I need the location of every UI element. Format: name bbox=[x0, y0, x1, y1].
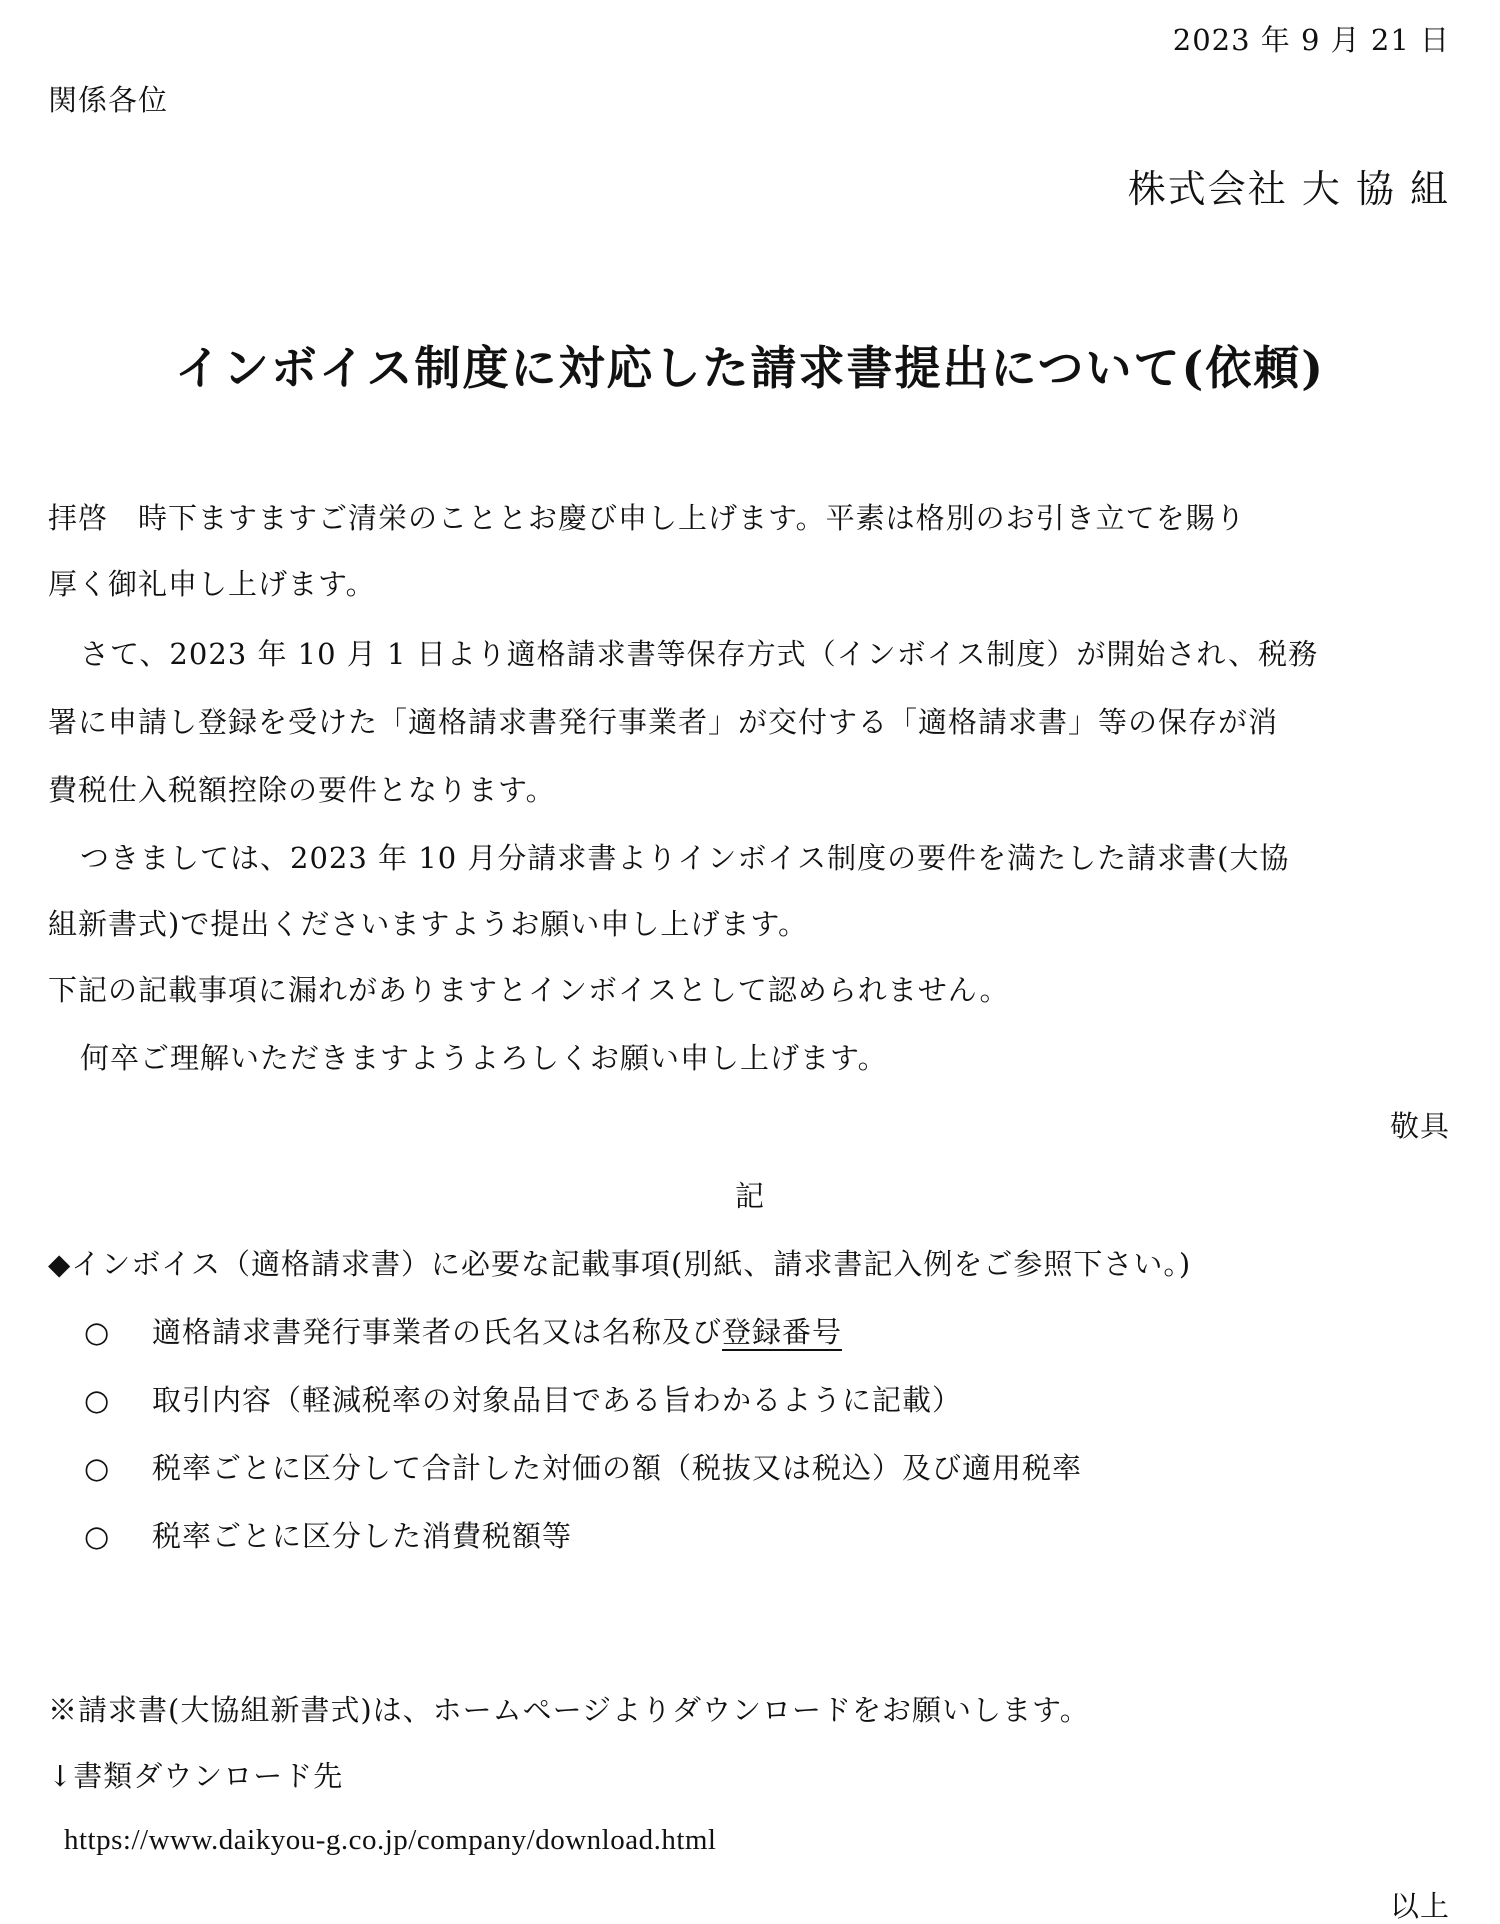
download-note: ※請求書(大協組新書式)は、ホームページよりダウンロードをお願いします。 bbox=[48, 1693, 1090, 1727]
requirement-item bbox=[84, 1450, 1082, 1486]
notes-heading: 記 bbox=[734, 1179, 765, 1213]
requirement-item bbox=[84, 1518, 572, 1554]
download-url[interactable]: https://www.daikyou-g.co.jp/company/download.html bbox=[64, 1824, 717, 1856]
requirement-underlined-text: 登録番号 bbox=[722, 1315, 843, 1349]
body-line: さて、2023 年 10 月 1 日より適格請求書等保存方式（インボイス制度）が開始され、税務 bbox=[80, 637, 1319, 671]
circle-bullet-icon: ○ bbox=[84, 1451, 111, 1485]
requirement-text: 取引内容（軽減税率の対象品目である旨わかるように記載） bbox=[152, 1383, 963, 1417]
body-line: つきましては、2023 年 10 月分請求書よりインボイス制度の要件を満たした請求書(大協 bbox=[80, 841, 1290, 875]
circle-bullet-icon: ○ bbox=[84, 1519, 111, 1553]
requirement-item bbox=[84, 1382, 962, 1418]
circle-bullet-icon: ○ bbox=[84, 1315, 111, 1349]
addressee: 関係各位 bbox=[48, 83, 169, 117]
body-line: 厚く御礼申し上げます。 bbox=[48, 567, 376, 601]
requirement-text: 適格請求書発行事業者の氏名又は名称及び bbox=[152, 1315, 723, 1349]
notes-section-title: ◆インボイス（適格請求書）に必要な記載事項(別紙、請求書記入例をご参照下さい。) bbox=[48, 1247, 1192, 1281]
document-date: 2023 年 9 月 21 日 bbox=[1172, 23, 1450, 57]
body-line: 何卒ご理解いただきますようよろしくお願い申し上げます。 bbox=[80, 1041, 888, 1075]
download-label: ↓書類ダウンロード先 bbox=[48, 1759, 344, 1793]
body-line: 下記の記載事項に漏れがありますとインボイスとして認められません。 bbox=[48, 973, 1010, 1007]
closing-keigu: 敬具 bbox=[1389, 1109, 1450, 1143]
document-title: インボイス制度に対応した請求書提出について(依頼) bbox=[174, 341, 1326, 395]
closing-ijo: 以上 bbox=[1389, 1889, 1450, 1923]
requirement-item bbox=[84, 1314, 842, 1350]
circle-bullet-icon: ○ bbox=[84, 1383, 111, 1417]
sender-company: 株式会社 大 協 組 bbox=[1127, 167, 1450, 211]
requirement-text: 税率ごとに区分した消費税額等 bbox=[152, 1519, 573, 1553]
body-line: 組新書式)で提出くださいますようお願い申し上げます。 bbox=[48, 907, 808, 941]
body-line: 拝啓 時下ますますご清栄のこととお慶び申し上げます。平素は格別のお引き立てを賜り bbox=[48, 501, 1246, 535]
body-line: 費税仕入税額控除の要件となります。 bbox=[48, 773, 556, 807]
requirement-text: 税率ごとに区分して合計した対価の額（税抜又は税込）及び適用税率 bbox=[152, 1451, 1083, 1485]
body-line: 署に申請し登録を受けた「適格請求書発行事業者」が交付する「適格請求書」等の保存が消 bbox=[48, 705, 1279, 739]
